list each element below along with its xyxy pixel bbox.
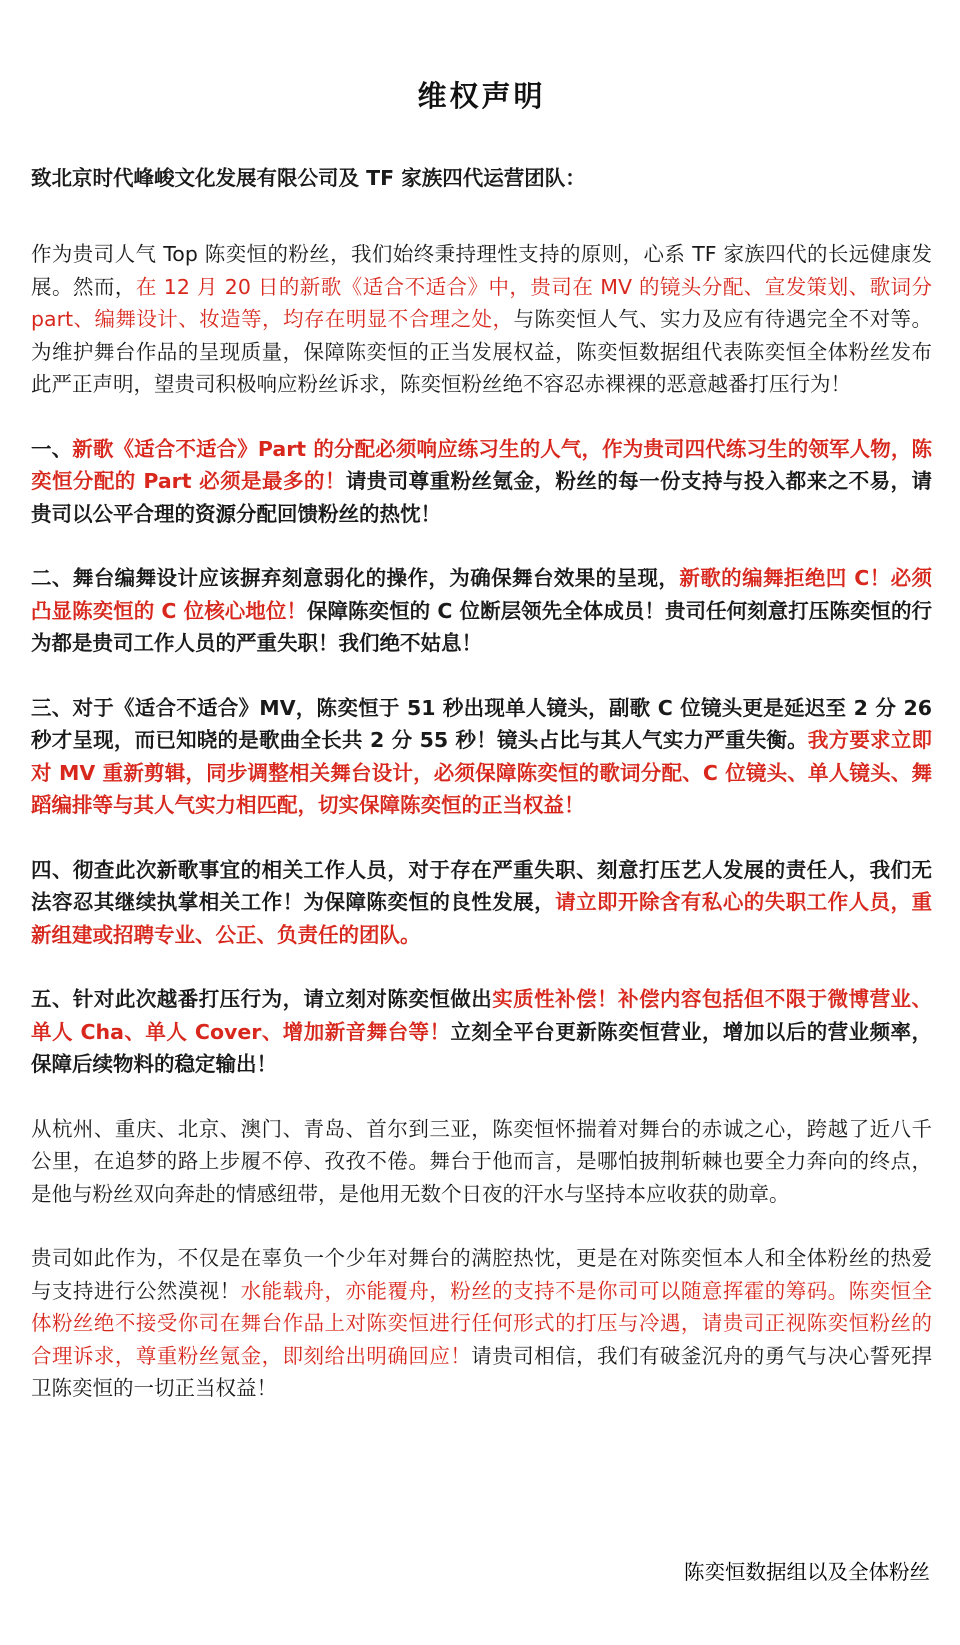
demand-1-text: 请贵司尊重粉丝氪金，粉丝的每一份支持与投入都来之不易，请贵司以公平合理的资源分配回馈粉丝的热忱！ [31,469,932,526]
closing-text: 贵司如此作为，不仅是在辜负一个少年对舞台的满腔热忱，更是在对陈奕恒本人和全体粉丝的热爱与支持进行公然漠视！ [31,1246,932,1303]
journey-paragraph: 从杭州、重庆、北京、澳门、青岛、首尔到三亚，陈奕恒怀揣着对舞台的赤诚之心，跨越了近八千公里，在追梦的路上步履不停、孜孜不倦。舞台于他而言，是哪怕披荆斩棘也要全力奔向的终点，是他与粉丝双向奔赴的情感纽带，是他用无数个日夜的汗水与坚持本应收获的勋章。 [31,1116,932,1206]
demand-item-2 [31,562,932,660]
demand-2-highlight: 新歌的编舞拒绝凹 C！必须凸显陈奕恒的 C 位核心地位！ [31,566,932,623]
demand-1-number: 一、 [31,436,73,461]
closing-text-cont: 请贵司相信，我们有破釜沉舟的勇气与决心誓死捍卫陈奕恒的一切正当权益！ [31,1343,932,1400]
demand-5-text-cont: 立刻全平台更新陈奕恒营业，增加以后的营业频率，保障后续物料的稳定输出！ [31,1019,932,1076]
demand-item-4 [31,854,932,952]
closing-paragraph [31,1242,932,1405]
demand-3-text: 三、对于《适合不适合》MV，陈奕恒于 51 秒出现单人镜头，副歌 C 位镜头更是延迟至 2 分 26 秒才呈现，而已知晓的是歌曲全长共 2 分 55 秒！镜头占比与其人气实力严重失衡。 [31,695,932,752]
demand-2-text: 二、舞台编舞设计应该摒弃刻意弱化的操作，为确保舞台效果的呈现， [31,566,680,590]
addressee-line: 致北京时代峰峻文化发展有限公司及 TF 家族四代运营团队： [31,166,586,190]
demand-5-highlight: 实质性补偿！补偿内容包括但不限于微博营业、单人 Cha、单人 Cover、增加新音舞台等！ [31,987,933,1044]
closing-highlight: 水能载舟，亦能覆舟，粉丝的支持不是你司可以随意挥霍的筹码。陈奕恒全体粉丝绝不接受你司在舞台作品上对陈奕恒进行任何形式的打压与冷遇，请贵司正视陈奕恒粉丝的合理诉求，尊重粉丝氪金，即刻给出明确回应！ [31,1278,933,1368]
demand-4-highlight: 请立即开除含有私心的失职工作人员，重新组建或招聘专业、公正、负责任的团队。 [31,890,933,947]
demand-3-highlight: 我方要求立即对 MV 重新剪辑，同步调整相关舞台设计，必须保障陈奕恒的歌词分配、C 位镜头、单人镜头、舞蹈编排等与其人气实力相匹配，切实保障陈奕恒的正当权益！ [31,728,932,817]
demand-5-text: 五、针对此次越番打压行为，请立刻对陈奕恒做出 [31,987,493,1011]
intro-paragraph [31,238,932,401]
signature: 陈奕恒数据组以及全体粉丝 [684,1562,930,1584]
document-title: 维权声明 [417,79,546,113]
demand-item-1 [31,433,932,531]
demand-item-5 [31,983,932,1081]
demand-4-text: 四、彻查此次新歌事宜的相关工作人员，对于存在严重失职、刻意打压艺人发展的责任人，我们无法容忍其继续执掌相关工作！为保障陈奕恒的良性发展， [31,857,932,914]
intro-text: 作为贵司人气 Top 陈奕恒的粉丝，我们始终秉持理性支持的原则，心系 TF 家族四代的长远健康发展。然而， [31,242,932,299]
demand-1-highlight: 新歌《适合不适合》Part 的分配必须响应练习生的人气，作为贵司四代练习生的领军人物，陈奕恒分配的 Part 必须是最多的！ [31,436,933,493]
page-bottom-margin [0,1606,960,1645]
demand-item-3 [31,692,932,822]
intro-text-cont: 与陈奕恒人气、实力及应有待遇完全不对等。为维护舞台作品的呈现质量，保障陈奕恒的正当发展权益，陈奕恒数据组代表陈奕恒全体粉丝发布此严正声明，望贵司积极响应粉丝诉求，陈奕恒粉丝绝不容忍赤裸裸的恶意越番打压行为！ [31,307,933,396]
intro-highlight: 在 12 月 20 日的新歌《适合不适合》中，贵司在 MV 的镜头分配、宣发策划、歌词分 part、编舞设计、妆造等，均存在明显不合理之处， [31,274,932,331]
demand-2-text-cont: 保障陈奕恒的 C 位断层领先全体成员！贵司任何刻意打压陈奕恒的行为都是贵司工作人员的严重失职！我们绝不姑息！ [31,598,932,655]
